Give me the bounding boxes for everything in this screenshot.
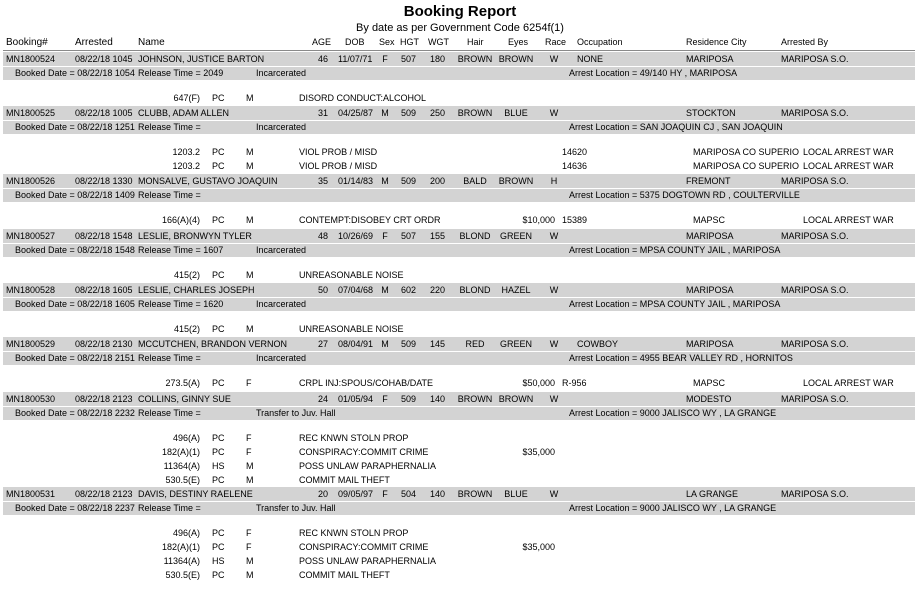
- booking-number: MN1800529: [6, 339, 56, 349]
- release-time: Release Time =: [138, 190, 201, 200]
- charge-type: PC: [212, 161, 225, 171]
- arrest-location: Arrest Location = SAN JOAQUIN CJ , SAN JOAQUIN: [569, 122, 783, 132]
- dob-value: 08/04/91: [338, 339, 374, 349]
- charge-warrant: 14620: [562, 147, 588, 157]
- release-time: Release Time =: [138, 353, 201, 363]
- dob-value: 07/04/68: [338, 285, 374, 295]
- wgt-value: 140: [430, 489, 446, 499]
- release-time: Release Time = 2049: [138, 68, 224, 78]
- arrested-datetime: 08/22/18 2130: [75, 339, 133, 349]
- sex-value: M: [381, 108, 389, 118]
- age-value: 35: [317, 176, 328, 186]
- arrested-datetime: 08/22/18 1045: [75, 54, 133, 64]
- arrested-by-value: MARIPOSA S.O.: [781, 394, 849, 404]
- hair-value: BALD: [463, 176, 487, 186]
- eyes-value: GREEN: [499, 231, 532, 241]
- report-title: Booking Report: [403, 3, 517, 20]
- arrest-location: Arrest Location = 9000 JALISCO WY , LA GRANGE: [569, 503, 777, 513]
- dob-value: 10/26/69: [338, 231, 374, 241]
- person-name: JOHNSON, JUSTICE BARTON: [138, 54, 265, 64]
- arrested-datetime: 08/22/18 1605: [75, 285, 133, 295]
- age-value: 50: [317, 285, 328, 295]
- residence-city-value: MARIPOSA: [686, 285, 734, 295]
- arrested-datetime: 08/22/18 1548: [75, 231, 133, 241]
- charge-code: 496(A): [172, 528, 200, 538]
- booked-date: Booked Date = 08/22/18 1548: [15, 245, 135, 255]
- charge-description: VIOL PROB / MISD: [299, 161, 378, 171]
- charge-code: 530.5(E): [165, 570, 200, 580]
- charge-description: COMMIT MAIL THEFT: [299, 475, 390, 485]
- booked-date: Booked Date = 08/22/18 2237: [15, 503, 135, 513]
- report-subtitle: By date as per Government Code 6254f(1): [356, 22, 564, 34]
- residence-city-value: MODESTO: [686, 394, 732, 404]
- header-hair: Hair: [467, 37, 484, 47]
- charge-level: F: [246, 433, 252, 443]
- race-value: H: [550, 176, 558, 186]
- charge-description: CONSPIRACY:COMMIT CRIME: [299, 447, 429, 457]
- arrested-datetime: 08/22/18 2123: [75, 394, 133, 404]
- custody-status: Incarcerated: [256, 353, 307, 363]
- release-time: Release Time = 1620: [138, 299, 224, 309]
- charge-description: UNREASONABLE NOISE: [299, 324, 404, 334]
- arrest-location: Arrest Location = MPSA COUNTY JAIL , MARIPOSA: [569, 245, 781, 255]
- age-value: 48: [317, 231, 328, 241]
- age-value: 20: [317, 489, 328, 499]
- booking-number: MN1800526: [6, 176, 56, 186]
- eyes-value: HAZEL: [501, 285, 531, 295]
- arrested-by-value: MARIPOSA S.O.: [781, 489, 849, 499]
- charge-description: POSS UNLAW PARAPHERNALIA: [299, 556, 437, 566]
- person-name: DAVIS, DESTINY RAELENE: [138, 489, 253, 499]
- charge-type: PC: [212, 542, 225, 552]
- charge-type: PC: [212, 570, 225, 580]
- charge-type: PC: [212, 378, 225, 388]
- charge-level: M: [246, 161, 254, 171]
- charge-type: HS: [212, 461, 225, 471]
- race-value: W: [549, 489, 559, 499]
- charge-code: 415(2): [173, 270, 200, 280]
- charge-code: 166(A)(4): [161, 215, 200, 225]
- arrested-datetime: 08/22/18 1005: [75, 108, 133, 118]
- charge-type: PC: [212, 528, 225, 538]
- residence-city-value: MARIPOSA: [686, 54, 734, 64]
- hgt-value: 507: [401, 54, 417, 64]
- wgt-value: 180: [430, 54, 446, 64]
- charge-description: CONSPIRACY:COMMIT CRIME: [299, 542, 429, 552]
- charge-court: MARIPOSA CO SUPERIO: [693, 147, 800, 157]
- residence-city-value: MARIPOSA: [686, 339, 734, 349]
- dob-value: 09/05/97: [338, 489, 374, 499]
- eyes-value: BLUE: [504, 108, 528, 118]
- charge-level: M: [246, 147, 254, 157]
- header-name: Name: [138, 37, 165, 48]
- custody-status: Incarcerated: [256, 68, 307, 78]
- race-value: W: [549, 108, 559, 118]
- hair-value: BLOND: [459, 285, 491, 295]
- booked-date: Booked Date = 08/22/18 1054: [15, 68, 135, 78]
- wgt-value: 155: [430, 231, 446, 241]
- booked-date: Booked Date = 08/22/18 2151: [15, 353, 135, 363]
- occupation-value: COWBOY: [577, 339, 619, 349]
- charge-level: F: [246, 447, 252, 457]
- race-value: W: [549, 394, 559, 404]
- arrested-datetime: 08/22/18 1330: [75, 176, 133, 186]
- charge-type: PC: [212, 147, 225, 157]
- arrested-by-value: MARIPOSA S.O.: [781, 339, 849, 349]
- charge-type: PC: [212, 475, 225, 485]
- eyes-value: BLUE: [504, 489, 528, 499]
- hgt-value: 507: [401, 231, 417, 241]
- booking-number: MN1800530: [6, 394, 56, 404]
- charge-description: VIOL PROB / MISD: [299, 147, 378, 157]
- hair-value: BROWN: [457, 108, 493, 118]
- charge-code: 11364(A): [163, 461, 200, 471]
- charge-agency: LOCAL ARREST WAR: [803, 161, 894, 171]
- charge-code: 182(A)(1): [161, 542, 200, 552]
- charge-agency: LOCAL ARREST WAR: [803, 147, 894, 157]
- hair-value: BROWN: [457, 394, 493, 404]
- charge-level: M: [246, 93, 254, 103]
- header-occupation: Occupation: [577, 37, 623, 47]
- hgt-value: 509: [401, 108, 417, 118]
- release-time: Release Time = 1607: [138, 245, 224, 255]
- arrested-datetime: 08/22/18 2123: [75, 489, 133, 499]
- sex-value: F: [382, 489, 388, 499]
- hgt-value: 509: [401, 176, 417, 186]
- charge-code: 273.5(A): [165, 378, 200, 388]
- charge-bail: $35,000: [522, 542, 555, 552]
- charge-code: 415(2): [173, 324, 200, 334]
- header-race: Race: [545, 37, 567, 47]
- age-value: 27: [317, 339, 328, 349]
- charge-code: 647(F): [173, 93, 200, 103]
- arrested-by-value: MARIPOSA S.O.: [781, 231, 849, 241]
- charge-description: DISORD CONDUCT:ALCOHOL: [299, 93, 427, 103]
- age-value: 31: [317, 108, 328, 118]
- wgt-value: 200: [430, 176, 446, 186]
- charge-level: M: [246, 556, 254, 566]
- booking-number: MN1800525: [6, 108, 56, 118]
- charge-description: REC KNWN STOLN PROP: [299, 433, 409, 443]
- charge-bail: $50,000: [522, 378, 555, 388]
- race-value: W: [549, 285, 559, 295]
- arrested-by-value: MARIPOSA S.O.: [781, 285, 849, 295]
- header-arrested-by: Arrested By: [781, 37, 829, 47]
- release-time: Release Time =: [138, 408, 201, 418]
- charge-bail: $10,000: [522, 215, 555, 225]
- arrest-location: Arrest Location = 4955 BEAR VALLEY RD , HORNITOS: [569, 353, 793, 363]
- residence-city-value: FREMONT: [686, 176, 731, 186]
- sex-value: M: [381, 285, 389, 295]
- release-time: Release Time =: [138, 503, 201, 513]
- person-name: COLLINS, GINNY SUE: [138, 394, 231, 404]
- hair-value: RED: [465, 339, 485, 349]
- charge-code: 530.5(E): [165, 475, 200, 485]
- booking-number: MN1800527: [6, 231, 56, 241]
- charge-court: MAPSC: [693, 215, 726, 225]
- hgt-value: 509: [401, 394, 417, 404]
- wgt-value: 250: [430, 108, 446, 118]
- arrest-location: Arrest Location = MPSA COUNTY JAIL , MARIPOSA: [569, 299, 781, 309]
- header-age: AGE: [312, 37, 332, 47]
- arrest-location: Arrest Location = 49/140 HY , MARIPOSA: [569, 68, 738, 78]
- charge-description: COMMIT MAIL THEFT: [299, 570, 390, 580]
- charge-level: M: [246, 461, 254, 471]
- charge-code: 11364(A): [163, 556, 200, 566]
- charge-type: PC: [212, 93, 225, 103]
- wgt-value: 220: [430, 285, 446, 295]
- wgt-value: 145: [430, 339, 446, 349]
- booked-date: Booked Date = 08/22/18 2232: [15, 408, 135, 418]
- charge-warrant: 14636: [562, 161, 588, 171]
- booked-date: Booked Date = 08/22/18 1251: [15, 122, 135, 132]
- person-name: LESLIE, BRONWYN TYLER: [138, 231, 252, 241]
- release-time: Release Time =: [138, 122, 201, 132]
- charge-level: M: [246, 324, 254, 334]
- dob-value: 01/14/83: [338, 176, 374, 186]
- charge-type: PC: [212, 270, 225, 280]
- eyes-value: GREEN: [499, 339, 532, 349]
- age-value: 24: [317, 394, 328, 404]
- charge-court: MAPSC: [693, 378, 726, 388]
- race-value: W: [549, 54, 559, 64]
- charge-level: F: [246, 542, 252, 552]
- person-name: MCCUTCHEN, BRANDON VERNON: [138, 339, 288, 349]
- sex-value: F: [382, 54, 388, 64]
- hair-value: BROWN: [457, 489, 493, 499]
- custody-status: Incarcerated: [256, 245, 307, 255]
- charge-description: CRPL INJ:SPOUS/COHAB/DATE: [299, 378, 434, 388]
- arrest-location: Arrest Location = 9000 JALISCO WY , LA GRANGE: [569, 408, 777, 418]
- sex-value: F: [382, 394, 388, 404]
- header-dob: DOB: [345, 37, 365, 47]
- custody-status: Transfer to Juv. Hall: [256, 503, 336, 513]
- charge-description: REC KNWN STOLN PROP: [299, 528, 409, 538]
- charge-type: PC: [212, 324, 225, 334]
- person-name: MONSALVE, GUSTAVO JOAQUIN: [138, 176, 278, 186]
- arrested-by-value: MARIPOSA S.O.: [781, 108, 849, 118]
- booking-number: MN1800528: [6, 285, 56, 295]
- charge-agency: LOCAL ARREST WAR: [803, 215, 894, 225]
- header-arrested: Arrested: [75, 37, 113, 48]
- race-value: W: [549, 339, 559, 349]
- charge-warrant: 15389: [562, 215, 588, 225]
- charge-type: PC: [212, 447, 225, 457]
- eyes-value: BROWN: [498, 54, 534, 64]
- charge-description: POSS UNLAW PARAPHERNALIA: [299, 461, 437, 471]
- header-rule: [3, 50, 915, 51]
- hgt-value: 504: [401, 489, 417, 499]
- person-name: LESLIE, CHARLES JOSEPH: [138, 285, 255, 295]
- charge-warrant: R-956: [562, 378, 587, 388]
- charge-level: M: [246, 270, 254, 280]
- dob-value: 01/05/94: [338, 394, 374, 404]
- header-hgt: HGT: [400, 37, 419, 47]
- header-residence-city: Residence City: [686, 37, 747, 47]
- booked-date: Booked Date = 08/22/18 1605: [15, 299, 135, 309]
- residence-city-value: LA GRANGE: [686, 489, 739, 499]
- person-name: CLUBB, ADAM ALLEN: [138, 108, 230, 118]
- charge-description: UNREASONABLE NOISE: [299, 270, 404, 280]
- charge-agency: LOCAL ARREST WAR: [803, 378, 894, 388]
- occupation-value: NONE: [577, 54, 604, 64]
- booking-number: MN1800531: [6, 489, 56, 499]
- header-booking: Booking#: [6, 37, 48, 48]
- age-value: 46: [317, 54, 328, 64]
- dob-value: 11/07/71: [338, 54, 373, 64]
- residence-city-value: STOCKTON: [686, 108, 736, 118]
- header-sex: Sex: [379, 37, 395, 47]
- sex-value: F: [382, 231, 388, 241]
- charge-code: 182(A)(1): [161, 447, 200, 457]
- charge-description: CONTEMPT:DISOBEY CRT ORDR: [299, 215, 441, 225]
- charge-level: M: [246, 475, 254, 485]
- charge-type: PC: [212, 433, 225, 443]
- charge-type: HS: [212, 556, 225, 566]
- residence-city-value: MARIPOSA: [686, 231, 734, 241]
- charge-court: MARIPOSA CO SUPERIO: [693, 161, 800, 171]
- race-value: W: [549, 231, 559, 241]
- sex-value: M: [381, 339, 389, 349]
- sex-value: M: [381, 176, 389, 186]
- charge-type: PC: [212, 215, 225, 225]
- booking-number: MN1800524: [6, 54, 56, 64]
- dob-value: 04/25/87: [338, 108, 374, 118]
- charge-bail: $35,000: [522, 447, 555, 457]
- custody-status: Incarcerated: [256, 122, 307, 132]
- booked-date: Booked Date = 08/22/18 1409: [15, 190, 135, 200]
- eyes-value: BROWN: [498, 176, 534, 186]
- charge-code: 496(A): [172, 433, 200, 443]
- charge-level: F: [246, 528, 252, 538]
- hgt-value: 509: [401, 339, 417, 349]
- arrested-by-value: MARIPOSA S.O.: [781, 176, 849, 186]
- wgt-value: 140: [430, 394, 446, 404]
- charge-level: F: [246, 378, 252, 388]
- header-wgt: WGT: [428, 37, 449, 47]
- hair-value: BROWN: [457, 54, 493, 64]
- charge-level: M: [246, 570, 254, 580]
- charge-code: 1203.2: [172, 147, 200, 157]
- charge-code: 1203.2: [172, 161, 200, 171]
- charge-level: M: [246, 215, 254, 225]
- header-eyes: Eyes: [508, 37, 529, 47]
- eyes-value: BROWN: [498, 394, 534, 404]
- arrest-location: Arrest Location = 5375 DOGTOWN RD , COULTERVILLE: [569, 190, 800, 200]
- hair-value: BLOND: [459, 231, 491, 241]
- custody-status: Transfer to Juv. Hall: [256, 408, 336, 418]
- hgt-value: 602: [401, 285, 417, 295]
- custody-status: Incarcerated: [256, 299, 307, 309]
- arrested-by-value: MARIPOSA S.O.: [781, 54, 849, 64]
